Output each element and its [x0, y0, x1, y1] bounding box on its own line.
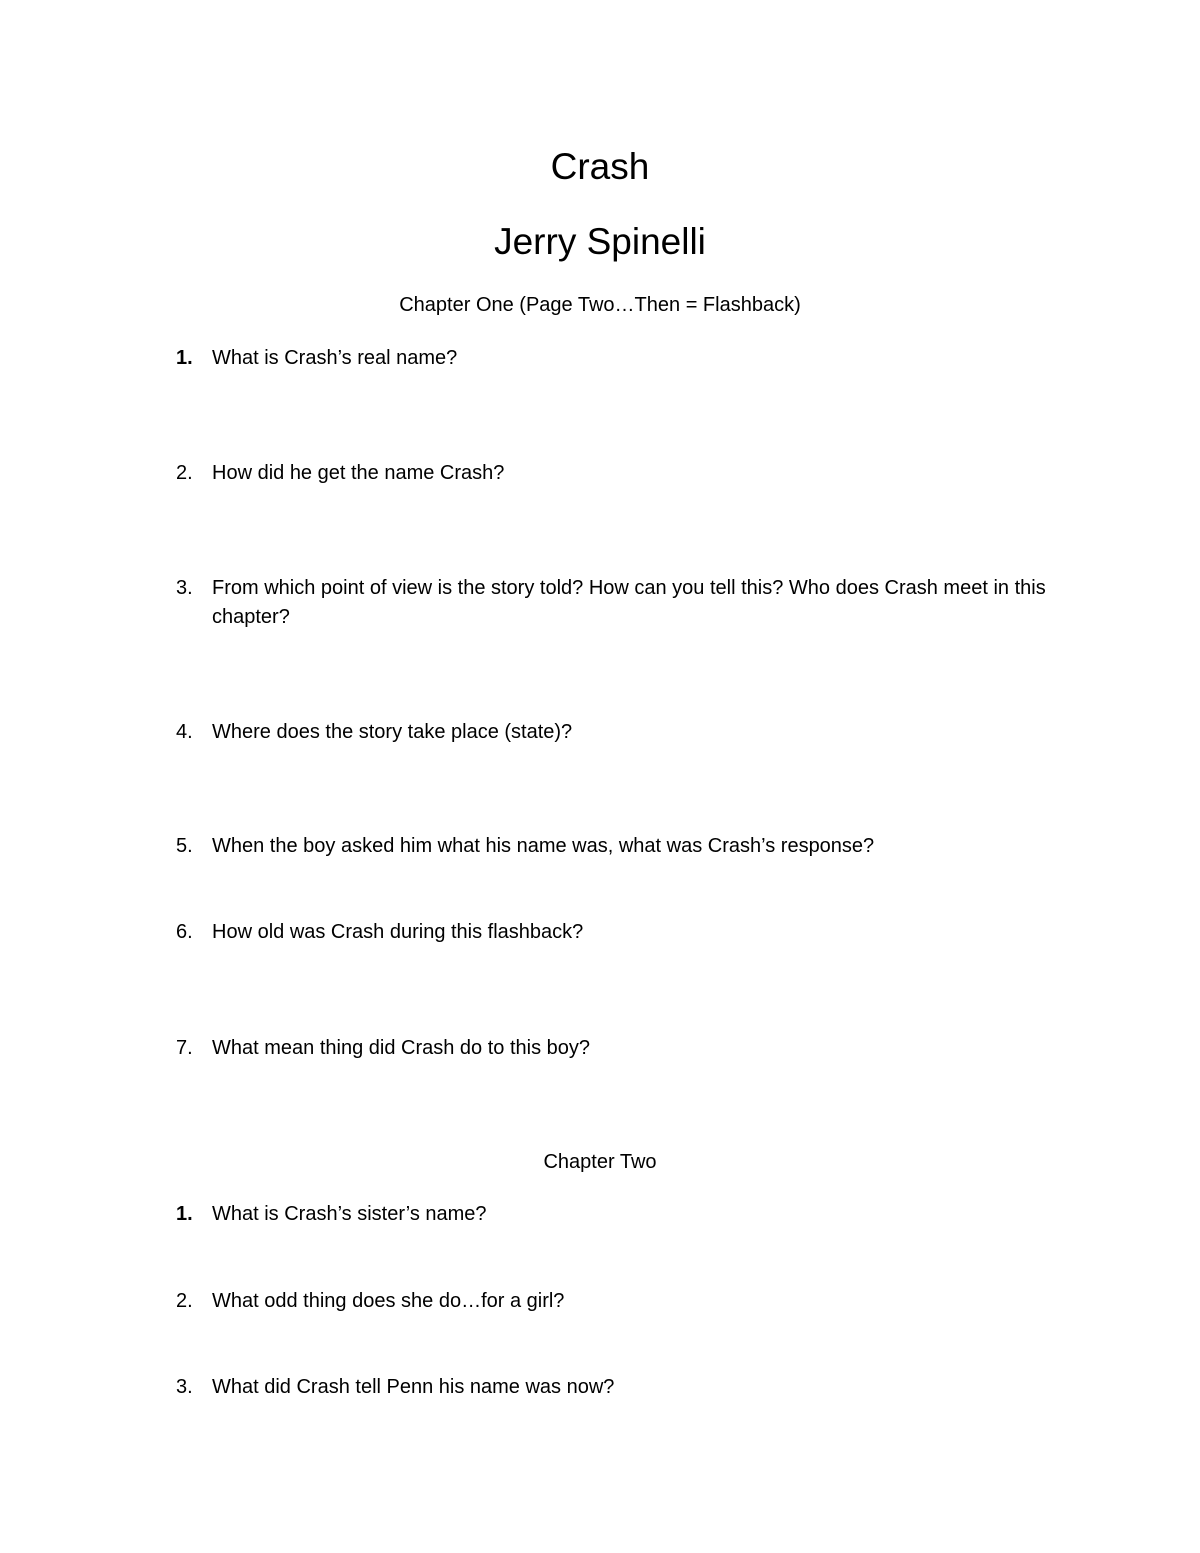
- question-text: From which point of view is the story told? How can you tell this? Who does Crash meet in this chapter?: [212, 577, 1046, 628]
- question-text: When the boy asked him what his name was, what was Crash’s response?: [212, 835, 875, 857]
- question-text: Where does the story take place (state)?: [212, 721, 573, 743]
- question-text: How old was Crash during this flashback?: [212, 921, 584, 943]
- question-text: What is Crash’s real name?: [212, 347, 458, 369]
- question-text: What did Crash tell Penn his name was now?: [212, 1376, 615, 1398]
- chapter-one-heading: Chapter One (Page Two…Then = Flashback): [399, 294, 801, 316]
- question-number: 5.: [176, 835, 193, 857]
- document-title: Crash: [550, 146, 650, 187]
- question-number: 3.: [176, 1376, 193, 1398]
- question-number: 3.: [176, 577, 193, 599]
- question-number: 7.: [176, 1037, 193, 1059]
- question-number: 4.: [176, 721, 193, 743]
- chapter-two-heading: Chapter Two: [543, 1151, 657, 1173]
- question-number: 2.: [176, 462, 193, 484]
- question-text: What is Crash’s sister’s name?: [212, 1203, 487, 1225]
- document-author: Jerry Spinelli: [494, 221, 706, 262]
- question-text: What odd thing does she do…for a girl?: [212, 1290, 565, 1312]
- question-text: How did he get the name Crash?: [212, 462, 505, 484]
- question-text: What mean thing did Crash do to this boy?: [212, 1037, 590, 1059]
- question-number: 2.: [176, 1290, 193, 1312]
- question-number: 1.: [176, 1203, 193, 1225]
- question-number: 6.: [176, 921, 193, 943]
- question-number: 1.: [176, 347, 193, 369]
